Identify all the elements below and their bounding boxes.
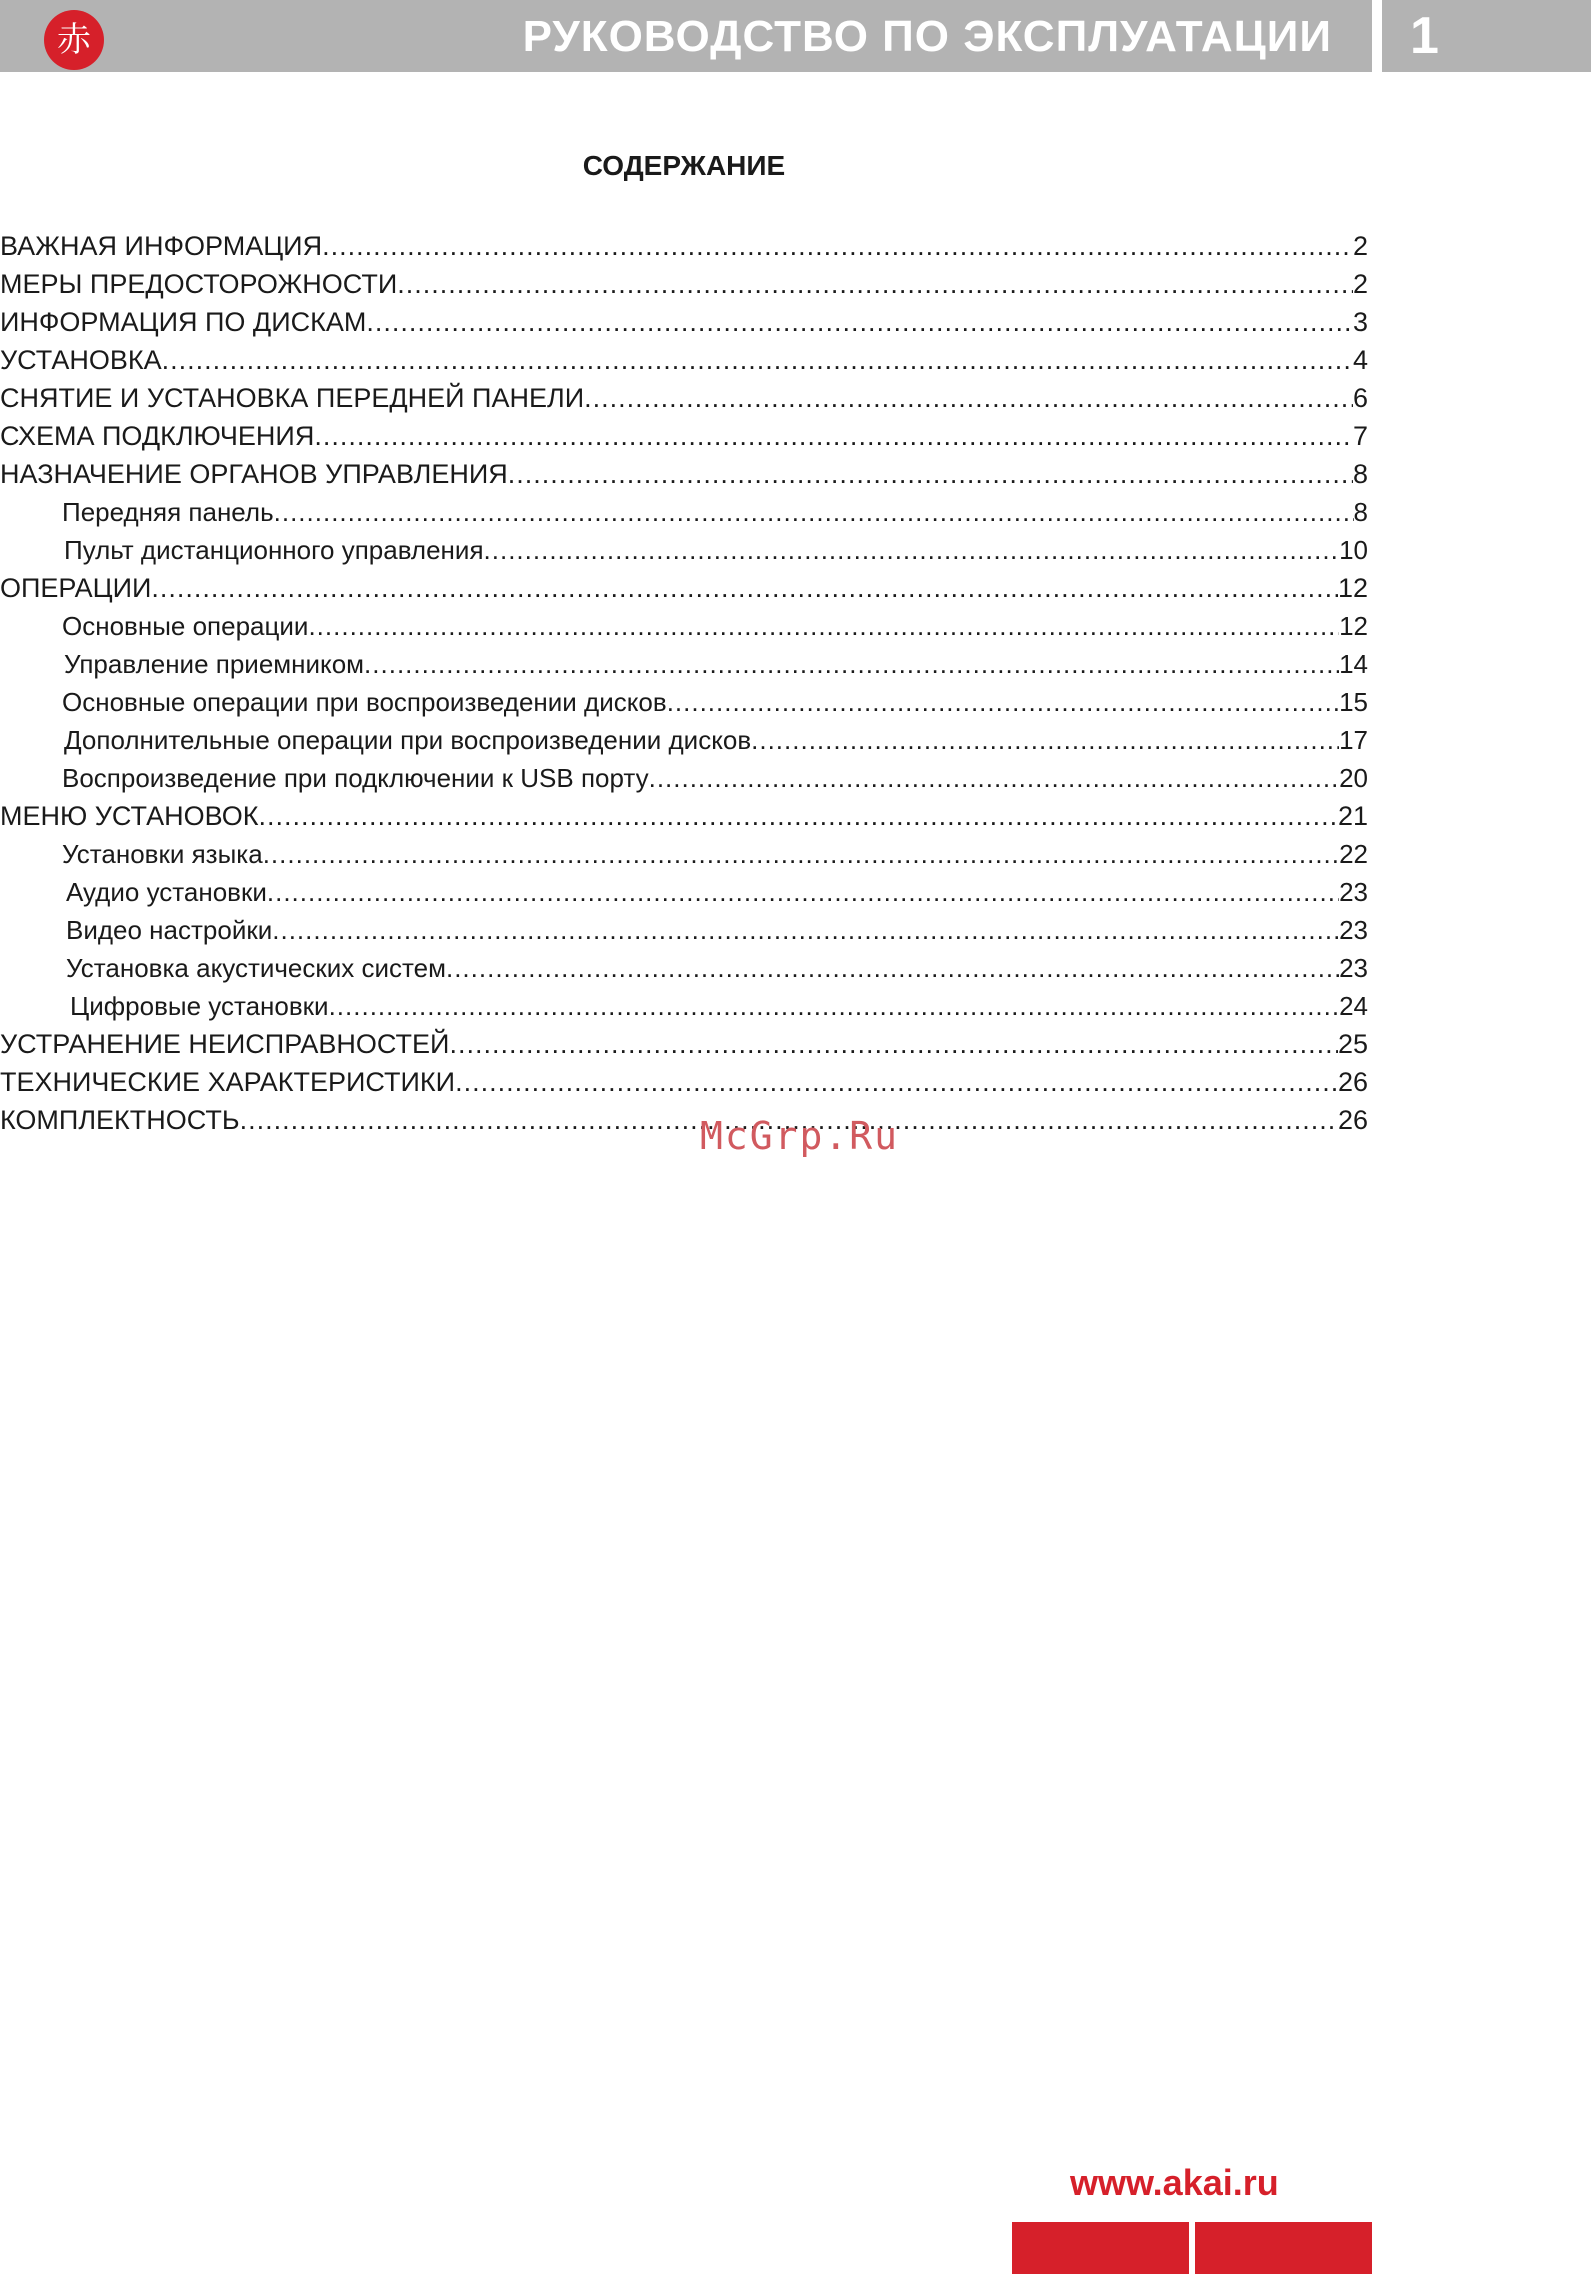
toc-dot-leader: [263, 835, 1339, 873]
toc-entry[interactable]: [0, 417, 1368, 455]
toc-entry[interactable]: [0, 835, 1368, 873]
toc-entry-label: Аудио установки: [66, 877, 267, 907]
toc-entry-label: Передняя панель: [62, 497, 274, 527]
toc-entry[interactable]: [0, 227, 1368, 265]
header-bar: [0, 0, 1372, 72]
toc-entry-label: СХЕМА ПОДКЛЮЧЕНИЯ: [0, 421, 315, 451]
toc-entry[interactable]: [0, 721, 1368, 759]
toc-dot-leader: [329, 987, 1340, 1025]
toc-entry[interactable]: [0, 607, 1368, 645]
page-number: 1: [1410, 7, 1439, 65]
toc-dot-leader: [649, 759, 1339, 797]
table-of-contents: [0, 227, 1368, 1139]
toc-entry-label: Установка акустических систем: [66, 953, 446, 983]
toc-dot-leader: [508, 455, 1353, 493]
toc-entry-label: КОМПЛЕКТНОСТЬ: [0, 1105, 240, 1135]
toc-entry-page: 8: [1352, 459, 1368, 489]
toc-entry[interactable]: [0, 455, 1368, 493]
toc-entry-page: 23: [1339, 877, 1368, 907]
toc-entry-label: Воспроизведение при подключении к USB порту: [62, 763, 649, 793]
toc-entry-page: 20: [1339, 763, 1368, 793]
toc-entry-page: 10: [1339, 535, 1368, 565]
toc-entry[interactable]: [0, 1101, 1368, 1139]
toc-entry[interactable]: [0, 683, 1368, 721]
toc-entry[interactable]: [0, 797, 1368, 835]
toc-entry-label: Основные операции при воспроизведении дисков: [62, 687, 667, 717]
toc-entry-page: 14: [1339, 649, 1368, 679]
toc-entry[interactable]: [0, 379, 1368, 417]
toc-entry-page: 12: [1337, 573, 1368, 603]
toc-dot-leader: [274, 493, 1354, 531]
toc-dot-leader: [258, 797, 1337, 835]
toc-entry-page: 23: [1339, 915, 1368, 945]
toc-dot-leader: [584, 379, 1353, 417]
toc-entry-page: 2: [1352, 269, 1368, 299]
toc-entry[interactable]: [0, 911, 1368, 949]
toc-entry-page: 25: [1337, 1029, 1368, 1059]
toc-entry-label: ТЕХНИЧЕСКИЕ ХАРАКТЕРИСТИКИ: [0, 1067, 456, 1097]
toc-entry[interactable]: [0, 569, 1368, 607]
toc-entry-page: 2: [1352, 231, 1368, 261]
toc-entry-page: 12: [1339, 611, 1368, 641]
watermark: McGrp.Ru: [700, 1114, 900, 1158]
toc-entry-page: 3: [1352, 307, 1368, 337]
toc-entry[interactable]: [0, 341, 1368, 379]
toc-entry-page: 17: [1339, 725, 1368, 755]
toc-entry-page: 26: [1337, 1105, 1368, 1135]
toc-dot-leader: [455, 1063, 1338, 1101]
toc-entry-page: 26: [1337, 1067, 1368, 1097]
footer-decor-block: [1012, 2222, 1189, 2274]
toc-entry[interactable]: [0, 265, 1368, 303]
toc-entry-label: Цифровые установки: [70, 991, 329, 1021]
toc-entry-page: 24: [1339, 991, 1368, 1021]
toc-entry-label: Установки языка: [62, 839, 263, 869]
toc-entry[interactable]: [0, 531, 1368, 569]
toc-entry[interactable]: [0, 873, 1368, 911]
toc-entry-label: НАЗНАЧЕНИЕ ОРГАНОВ УПРАВЛЕНИЯ: [0, 459, 508, 489]
toc-dot-leader: [446, 949, 1339, 987]
document-title: РУКОВОДСТВО ПО ЭКСПЛУАТАЦИИ: [522, 12, 1332, 61]
toc-heading: СОДЕРЖАНИЕ: [582, 150, 786, 181]
toc-entry-page: 21: [1337, 801, 1368, 831]
toc-entry-page: 22: [1339, 839, 1368, 869]
toc-dot-leader: [267, 873, 1339, 911]
footer-decor-block: [1195, 2222, 1372, 2274]
toc-entry-label: Пульт дистанционного управления: [64, 535, 484, 565]
toc-entry[interactable]: [0, 645, 1368, 683]
toc-dot-leader: [366, 303, 1353, 341]
toc-entry-label: Видео настройки: [66, 915, 273, 945]
toc-entry-label: МЕНЮ УСТАНОВОК: [0, 801, 259, 831]
toc-dot-leader: [751, 721, 1339, 759]
toc-entry-page: 23: [1339, 953, 1368, 983]
toc-entry-label: ИНФОРМАЦИЯ ПО ДИСКАМ: [0, 307, 367, 337]
toc-entry-label: УСТРАНЕНИЕ НЕИСПРАВНОСТЕЙ: [0, 1029, 450, 1059]
toc-entry[interactable]: [0, 493, 1368, 531]
toc-entry-label: СНЯТИЕ И УСТАНОВКА ПЕРЕДНЕЙ ПАНЕЛИ: [0, 383, 585, 413]
brand-logo-icon: [44, 10, 104, 70]
toc-entry-page: 4: [1352, 345, 1368, 375]
toc-entry[interactable]: [0, 759, 1368, 797]
toc-entry[interactable]: [0, 1063, 1368, 1101]
toc-dot-leader: [397, 265, 1353, 303]
toc-entry-label: УСТАНОВКА: [0, 345, 162, 375]
toc-entry-page: 8: [1353, 497, 1368, 527]
footer-url[interactable]: www.akai.ru: [1070, 2162, 1279, 2203]
toc-entry-page: 15: [1339, 687, 1368, 717]
toc-entry-page: 6: [1352, 383, 1368, 413]
logo-glyph: 赤: [57, 20, 91, 60]
toc-dot-leader: [151, 569, 1338, 607]
toc-dot-leader: [314, 417, 1353, 455]
toc-dot-leader: [667, 683, 1339, 721]
toc-entry[interactable]: [0, 949, 1368, 987]
toc-entry[interactable]: [0, 1025, 1368, 1063]
toc-entry[interactable]: [0, 303, 1368, 341]
toc-dot-leader: [162, 341, 1353, 379]
toc-dot-leader: [322, 227, 1353, 265]
toc-dot-leader: [308, 607, 1339, 645]
toc-entry-label: Управление приемником: [64, 649, 365, 679]
toc-entry-label: ОПЕРАЦИИ: [0, 573, 152, 603]
toc-entry-label: Дополнительные операции при воспроизведении дисков: [64, 725, 752, 755]
toc-entry-label: МЕРЫ ПРЕДОСТОРОЖНОСТИ: [0, 269, 398, 299]
toc-dot-leader: [272, 911, 1339, 949]
page-number-box: [1382, 0, 1591, 72]
toc-entry[interactable]: [0, 987, 1368, 1025]
toc-dot-leader: [364, 645, 1339, 683]
toc-entry-label: Основные операции: [62, 611, 309, 641]
toc-entry-label: ВАЖНАЯ ИНФОРМАЦИЯ: [0, 231, 323, 261]
toc-dot-leader: [449, 1025, 1338, 1063]
toc-dot-leader: [484, 531, 1340, 569]
toc-entry-page: 7: [1352, 421, 1368, 451]
